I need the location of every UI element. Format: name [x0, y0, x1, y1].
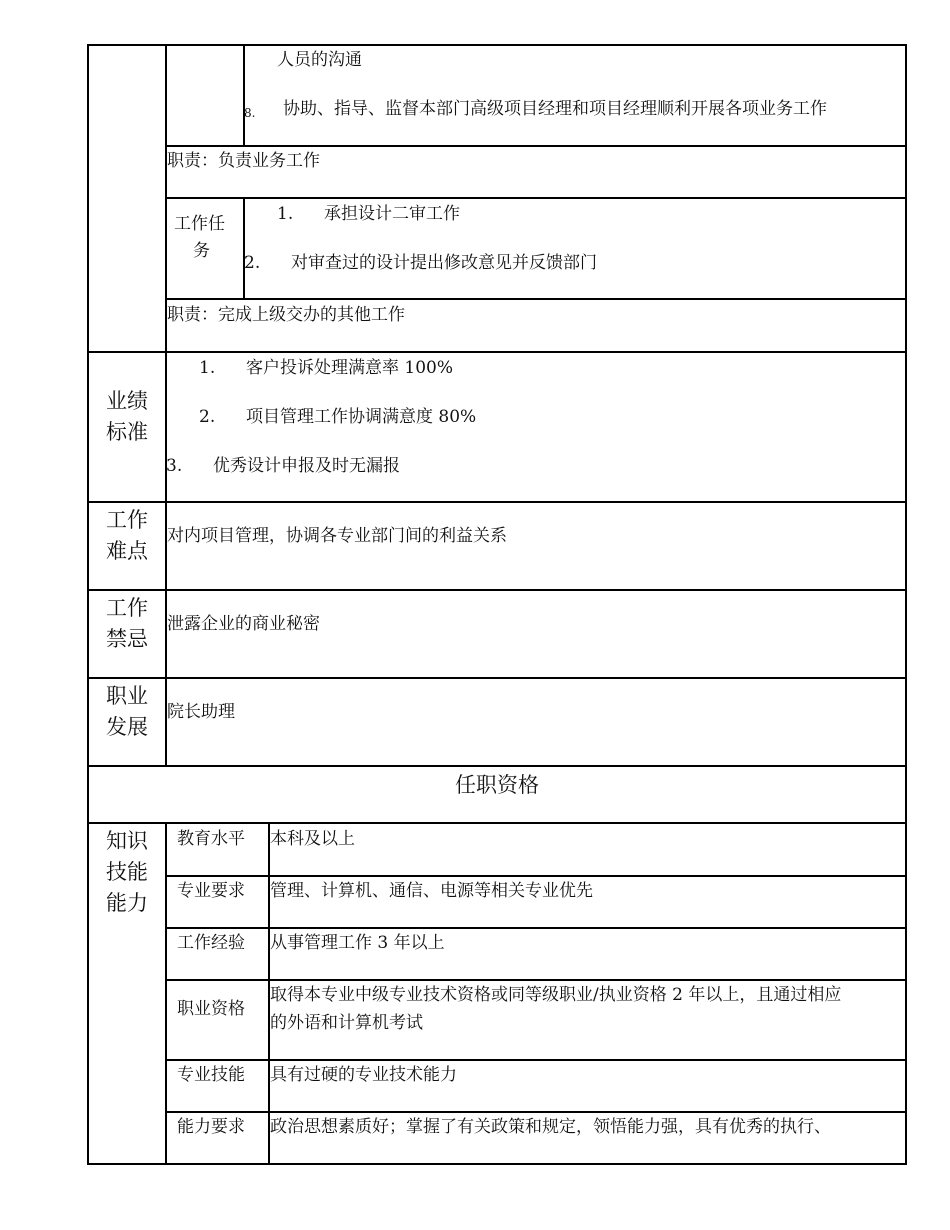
row-line — [165, 979, 907, 981]
performance-item-number: 3. — [166, 456, 183, 476]
career-label: 职业 发展 — [106, 684, 148, 739]
row-line — [165, 145, 907, 147]
duty-other: 职责：完成上级交办的其他工作 — [167, 305, 405, 325]
task-item-text: 承担设计二审工作 — [324, 204, 460, 224]
duty-business: 职责：负责业务工作 — [167, 151, 320, 171]
qual-key: 职业资格 — [177, 999, 245, 1019]
item-text: 协助、指导、监督本部门高级项目经理和项目经理顺利开展各项业务工作 — [283, 99, 827, 119]
qual-key: 能力要求 — [177, 1117, 245, 1137]
task-label: 务 — [193, 241, 210, 261]
row-line — [165, 927, 907, 929]
qual-value: 政治思想素质好；掌握了有关政策和规定，领悟能力强，具有优秀的执行、 — [270, 1117, 831, 1137]
border-right — [905, 44, 907, 1165]
border-bottom — [87, 1163, 907, 1165]
row-line — [165, 1111, 907, 1113]
border-left — [87, 44, 89, 1165]
row-line — [87, 351, 907, 353]
qual-key: 工作经验 — [177, 933, 245, 953]
qual-value: 取得本专业中级专业技术资格或同等级职业/执业资格 2 年以上，且通过相应 — [270, 985, 842, 1005]
duty-continued-text: 人员的沟通 — [277, 50, 362, 70]
qual-key: 专业要求 — [177, 881, 245, 901]
row-line — [87, 677, 907, 679]
performance-item-text: 项目管理工作协调满意度 80% — [246, 407, 477, 427]
row-line — [165, 1059, 907, 1061]
row-line — [87, 765, 907, 767]
qual-value: 管理、计算机、通信、电源等相关专业优先 — [270, 881, 593, 901]
qual-value: 具有过硬的专业技术能力 — [270, 1065, 457, 1085]
row-line — [87, 589, 907, 591]
qual-value: 从事管理工作 3 年以上 — [270, 933, 445, 953]
difficulty-text: 对内项目管理，协调各专业部门间的利益关系 — [167, 526, 507, 546]
row-line — [87, 822, 907, 824]
border-top — [87, 44, 907, 46]
performance-item-text: 客户投诉处理满意率 100% — [246, 358, 454, 378]
performance-item-number: 2. — [199, 407, 216, 427]
subcol-divider-2 — [243, 198, 245, 300]
qual-label-divider — [165, 822, 167, 1165]
qualification-title: 任职资格 — [455, 773, 539, 797]
qualification-group-label: 知识 技能 能力 — [106, 829, 148, 915]
taboo-label: 工作 禁忌 — [106, 596, 148, 651]
subcol-divider-1 — [243, 44, 245, 147]
row-line — [165, 197, 907, 199]
taboo-text: 泄露企业的商业秘密 — [167, 614, 320, 634]
task-item-number: 1. — [277, 204, 294, 224]
career-text: 院长助理 — [167, 702, 235, 722]
performance-item-number: 1. — [199, 358, 216, 378]
qual-key: 教育水平 — [177, 829, 245, 849]
row-line — [165, 298, 907, 300]
performance-item-text: 优秀设计申报及时无漏报 — [213, 456, 400, 476]
task-label: 工作任 — [174, 214, 225, 234]
difficulty-label: 工作 难点 — [106, 508, 148, 563]
performance-label: 业绩 标准 — [106, 389, 148, 444]
qual-value-line2: 的外语和计算机考试 — [270, 1013, 423, 1033]
item-number: 8. — [244, 106, 256, 120]
qual-value: 本科及以上 — [270, 829, 355, 849]
task-item-number: 2. — [244, 253, 261, 273]
row-line — [87, 501, 907, 503]
qual-key: 专业技能 — [177, 1065, 245, 1085]
task-item-text: 对审查过的设计提出修改意见并反馈部门 — [291, 253, 597, 273]
row-line — [165, 875, 907, 877]
